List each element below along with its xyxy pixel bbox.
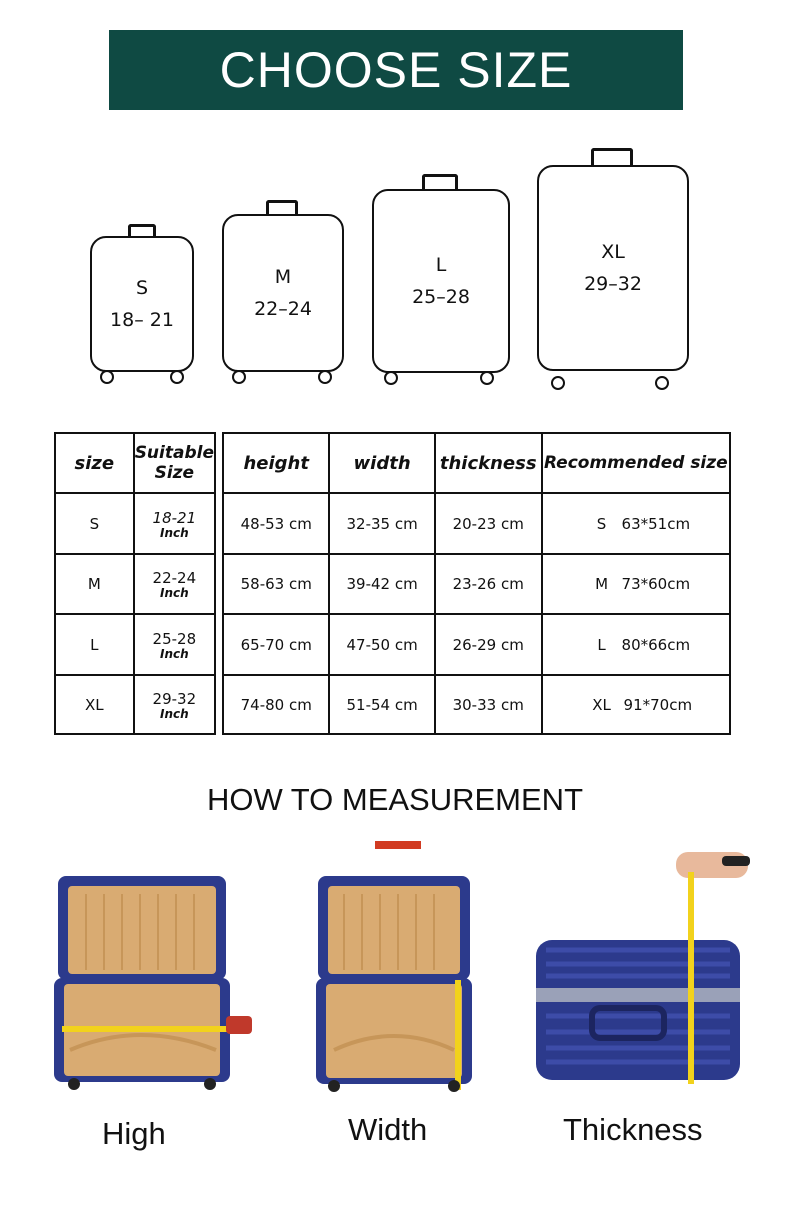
row-size: XL	[55, 675, 134, 734]
bag-size-range: 22–24	[254, 298, 312, 320]
header-size: size	[55, 433, 134, 493]
cell-thickness: 26-29 cm	[435, 614, 542, 675]
header-height: height	[223, 433, 329, 493]
cell-recommended	[542, 614, 730, 675]
header-thickness: thickness	[435, 433, 542, 493]
row-suitable	[134, 554, 215, 614]
caption-thickness: Thickness	[563, 1112, 703, 1147]
row-size: L	[55, 614, 134, 675]
rec-size-label: L	[597, 635, 606, 654]
cell-height: 74-80 cm	[223, 675, 329, 734]
size-table-left	[54, 432, 216, 735]
bag-handle	[422, 174, 458, 189]
open-suitcase-icon	[314, 872, 474, 1094]
bag-handle	[266, 200, 298, 214]
rec-size-label: M	[595, 575, 609, 593]
photo-high	[50, 870, 256, 1092]
row-size: M	[55, 554, 134, 614]
cell-width: 51-54 cm	[329, 675, 434, 734]
cell-height: 48-53 cm	[223, 493, 329, 554]
cell-height: 65-70 cm	[223, 614, 329, 675]
cell-recommended	[542, 675, 730, 734]
wheel-icon	[655, 376, 669, 390]
photo-width	[314, 872, 474, 1094]
range-text: 25-28	[152, 629, 197, 648]
bag-size-range: 18– 21	[110, 309, 174, 331]
inch-label: Inch	[160, 586, 189, 600]
row-size: S	[55, 493, 134, 554]
row-suitable	[134, 493, 215, 554]
accent-divider	[375, 841, 421, 849]
luggage-illustrations	[0, 140, 790, 400]
row-suitable	[134, 614, 215, 675]
bag-size-label: M	[274, 266, 292, 288]
inch-label: Inch	[160, 646, 189, 661]
bag-body	[372, 189, 510, 373]
photo-thickness	[526, 850, 756, 1086]
rec-size-dims: 91*70cm	[623, 695, 693, 714]
bag-body	[90, 236, 194, 372]
rec-size-label: XL	[592, 695, 611, 714]
bag-m	[222, 200, 344, 394]
banner-title: CHOOSE SIZE	[219, 42, 573, 98]
wheel-icon	[170, 370, 184, 384]
inch-label: Inch	[160, 706, 189, 721]
bag-handle	[591, 148, 633, 165]
header-width: width	[329, 433, 434, 493]
cell-recommended	[542, 493, 730, 554]
bag-body	[222, 214, 344, 372]
caption-width: Width	[348, 1112, 428, 1147]
how-to-measurement-title: HOW TO MEASUREMENT	[206, 782, 584, 817]
caption-high: High	[102, 1116, 166, 1151]
range-text: 29-32	[152, 689, 197, 708]
bag-size-label: S	[135, 277, 149, 299]
cell-height: 58-63 cm	[223, 554, 329, 614]
cell-width: 47-50 cm	[329, 614, 434, 675]
bag-size-label: XL	[601, 241, 625, 263]
bag-size-label: L	[435, 254, 447, 276]
closed-suitcase-icon	[526, 850, 756, 1086]
rec-size-dims: 80*66cm	[621, 635, 691, 654]
range-text: 18-21	[152, 508, 197, 527]
rec-size-label: S	[596, 514, 607, 533]
bag-handle	[128, 224, 156, 236]
cell-thickness: 20-23 cm	[435, 493, 542, 554]
wheel-icon	[480, 371, 494, 385]
wheel-icon	[318, 370, 332, 384]
wheel-icon	[384, 371, 398, 385]
cell-thickness: 23-26 cm	[435, 554, 542, 614]
cell-recommended	[542, 554, 730, 614]
bag-body	[537, 165, 689, 371]
wheel-icon	[551, 376, 565, 390]
open-suitcase-icon	[50, 870, 256, 1092]
choose-size-banner	[109, 30, 683, 110]
header-recommended-size: Recommended size	[542, 433, 730, 493]
range-text: 22-24	[152, 569, 197, 587]
rec-size-dims: 73*60cm	[621, 575, 691, 593]
cell-width: 39-42 cm	[329, 554, 434, 614]
wheel-icon	[100, 370, 114, 384]
bag-l	[372, 174, 510, 394]
bag-size-range: 29–32	[584, 273, 642, 295]
bag-size-range: 25–28	[412, 286, 470, 308]
size-table-right	[222, 432, 731, 735]
wheel-icon	[232, 370, 246, 384]
bag-s	[90, 224, 194, 394]
header-suitable-size: Suitable Size	[134, 433, 215, 493]
bag-xl	[537, 148, 689, 394]
inch-label: Inch	[160, 525, 189, 540]
cell-thickness: 30-33 cm	[435, 675, 542, 734]
cell-width: 32-35 cm	[329, 493, 434, 554]
row-suitable	[134, 675, 215, 734]
rec-size-dims: 63*51cm	[621, 514, 691, 533]
